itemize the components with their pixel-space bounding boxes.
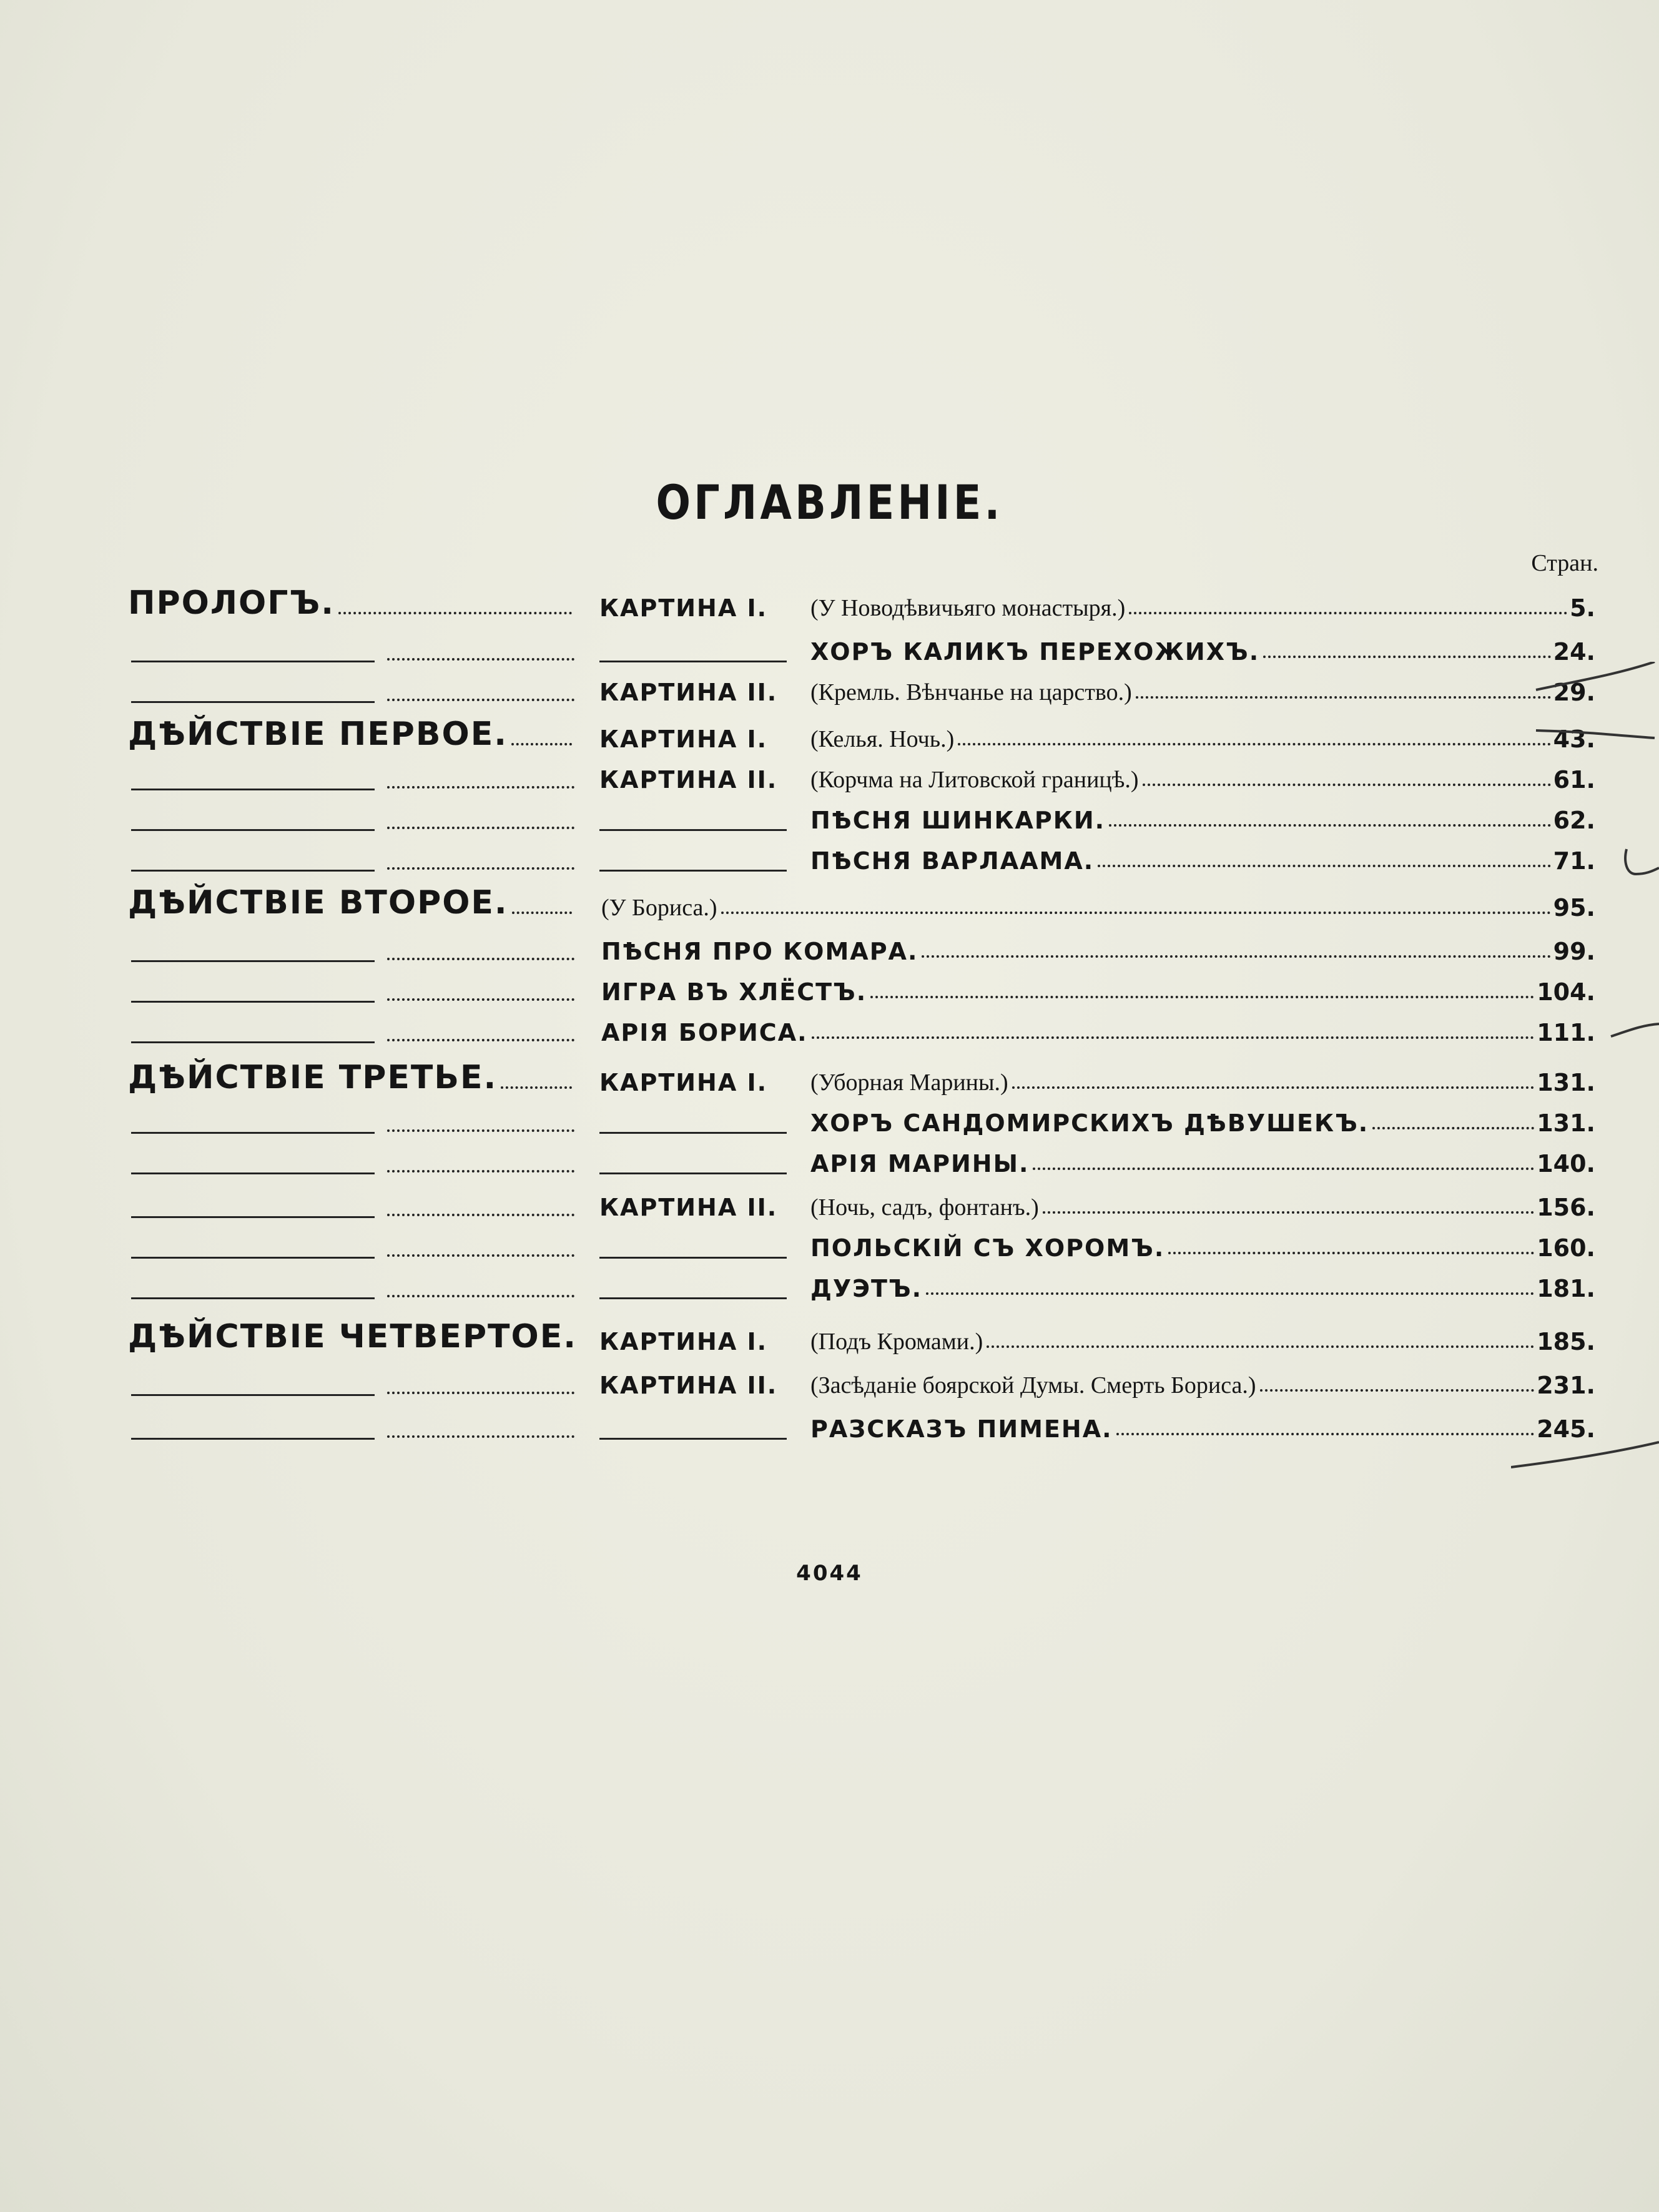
entry-title: ДУЭТЪ. (810, 1275, 923, 1302)
page-number: 95. (1553, 894, 1595, 922)
page-number: 160. (1537, 1234, 1595, 1262)
ditto-rule (599, 1438, 787, 1440)
leader-dots (387, 786, 574, 789)
leader-dots (1168, 1252, 1534, 1254)
leader-dots (501, 1086, 572, 1089)
leader-dots (870, 996, 1534, 998)
ditto-rule (599, 661, 787, 662)
ditto-rule (131, 1001, 375, 1003)
page-number: 140. (1537, 1150, 1595, 1177)
toc-row (0, 1314, 1659, 1355)
toc-row (0, 752, 1659, 794)
entry-title: ПѢСНЯ ПРО КОМАРА. (601, 938, 918, 965)
entry-title: ПѢСНЯ ШИНКАРКИ. (810, 807, 1106, 834)
act-title: ДѢЙСТВІЕ ПЕРВОЕ. (128, 715, 508, 753)
leader-dots (387, 1214, 574, 1216)
entry-title: (У Бориса.) (601, 895, 717, 921)
ditto-rule (599, 1172, 787, 1174)
entry-title: (Корчма на Литовской границѣ.) (810, 767, 1139, 793)
page-number: 181. (1537, 1275, 1595, 1302)
toc-row (0, 924, 1659, 965)
entry-title: (Засѣданіе боярской Думы. Смерть Бориса.) (810, 1372, 1256, 1398)
leader-dots (387, 658, 574, 661)
leader-dots (387, 699, 574, 701)
scene-label: КАРТИНА II. (599, 1194, 778, 1221)
scene-label: КАРТИНА I. (599, 1328, 768, 1355)
entry-title: (Подъ Кромами.) (810, 1329, 983, 1355)
entry-title: ИГРА ВЪ ХЛЁСТЪ. (601, 978, 867, 1006)
page-number: 185. (1537, 1328, 1595, 1355)
ditto-rule (131, 789, 375, 790)
page-number: 131. (1537, 1109, 1595, 1137)
toc-row (0, 1055, 1659, 1096)
entry-title: (Келья. Ночь.) (810, 726, 955, 752)
ditto-rule (131, 1438, 375, 1440)
page-number: 71. (1553, 847, 1595, 875)
leader-dots (387, 1295, 574, 1297)
scene-label: КАРТИНА II. (599, 1372, 778, 1399)
leader-dots (1372, 1127, 1534, 1129)
leader-dots (812, 1036, 1535, 1039)
entry-title: (Уборная Марины.) (810, 1069, 1008, 1096)
ditto-rule (599, 1297, 787, 1299)
ditto-rule (599, 1132, 787, 1134)
page-number: 131. (1537, 1069, 1595, 1096)
leader-dots (1109, 824, 1551, 827)
scene-label: КАРТИНА I. (599, 1069, 768, 1096)
pages-column-header: Стран. (1531, 550, 1598, 576)
scene-label: КАРТИНА II. (599, 766, 778, 794)
ditto-rule (131, 960, 375, 962)
leader-dots (338, 612, 572, 614)
entry-title: РАЗСКАЗЪ ПИМЕНА. (810, 1415, 1113, 1443)
act-title: ДѢЙСТВІЕ ЧЕТВЕРТОЕ. (128, 1318, 578, 1355)
ditto-rule (599, 1257, 787, 1259)
page-number: 231. (1537, 1372, 1595, 1399)
leader-dots (1129, 612, 1567, 614)
ditto-rule (599, 829, 787, 831)
leader-dots (1043, 1211, 1534, 1214)
entry-title: ХОРЪ КАЛИКЪ ПЕРЕХОЖИХЪ. (810, 638, 1260, 666)
ditto-rule (131, 1297, 375, 1299)
leader-dots (387, 1435, 574, 1438)
entry-title: (У Новодѣвичьяго монастыря.) (810, 595, 1126, 621)
scene-label: КАРТИНА I. (599, 725, 768, 753)
toc-row (0, 581, 1659, 622)
toc-row (0, 1402, 1659, 1443)
leader-dots (926, 1292, 1534, 1295)
leader-dots (1143, 784, 1551, 786)
page-number: 245. (1537, 1415, 1595, 1443)
page-number: 29. (1553, 679, 1595, 706)
leader-dots (387, 958, 574, 960)
page-number: 62. (1553, 807, 1595, 834)
ditto-rule (131, 661, 375, 662)
leader-dots (1033, 1167, 1534, 1170)
toc-row (0, 1096, 1659, 1137)
page-number: 5. (1570, 594, 1595, 622)
leader-dots (387, 867, 574, 870)
toc-row (0, 1180, 1659, 1221)
page-number: 61. (1553, 766, 1595, 794)
leader-dots (922, 955, 1550, 958)
page-number: 156. (1537, 1194, 1595, 1221)
leader-dots (1098, 865, 1550, 867)
page-number: 99. (1553, 938, 1595, 965)
toc-row (0, 965, 1659, 1006)
entry-title: АРІЯ МАРИНЫ. (810, 1150, 1030, 1177)
toc-row (0, 1261, 1659, 1302)
scene-label: КАРТИНА II. (599, 679, 778, 706)
leader-dots (958, 743, 1550, 745)
toc-row (0, 880, 1659, 922)
act-title: ДѢЙСТВІЕ ВТОРОЕ. (128, 884, 508, 922)
page-footer-number: 4044 (796, 1561, 863, 1586)
entry-title: ПѢСНЯ ВАРЛААМА. (810, 847, 1095, 875)
scene-label: КАРТИНА I. (599, 594, 768, 622)
entry-title: (Кремль. Вѣнчанье на царство.) (810, 679, 1132, 705)
leader-dots (512, 912, 572, 914)
leader-dots (1116, 1433, 1535, 1435)
page-number: 43. (1553, 725, 1595, 753)
ditto-rule (131, 1394, 375, 1396)
toc-row (0, 712, 1659, 753)
act-title: ДѢЙСТВІЕ ТРЕТЬЕ. (128, 1059, 498, 1096)
ditto-rule (131, 1172, 375, 1174)
toc-row (0, 624, 1659, 666)
entry-title: ХОРЪ САНДОМИРСКИХЪ ДѢВУШЕКЪ. (810, 1109, 1369, 1137)
leader-dots (387, 827, 574, 829)
ditto-rule (131, 870, 375, 872)
leader-dots (387, 1129, 574, 1132)
leader-dots (387, 1392, 574, 1394)
leader-dots (1260, 1389, 1535, 1392)
toc-row (0, 1136, 1659, 1177)
ditto-rule (131, 1257, 375, 1259)
toc-row (0, 665, 1659, 706)
toc-row (0, 1005, 1659, 1046)
ditto-rule (131, 829, 375, 831)
ditto-rule (599, 870, 787, 872)
leader-dots (387, 1039, 574, 1041)
entry-title: (Ночь, садъ, фонтанъ.) (810, 1194, 1039, 1221)
ditto-rule (131, 1216, 375, 1218)
page-number: 111. (1537, 1019, 1595, 1046)
page-number: 24. (1553, 638, 1595, 666)
ditto-rule (131, 1132, 375, 1134)
leader-dots (1263, 656, 1551, 658)
page-title: ОГЛАВЛЕНІЕ. (656, 474, 1003, 530)
ditto-rule (131, 1041, 375, 1043)
toc-row (0, 1221, 1659, 1262)
page-number: 104. (1537, 978, 1595, 1006)
toc-row (0, 1358, 1659, 1399)
entry-title: АРІЯ БОРИСА. (601, 1019, 808, 1046)
act-title: ПРОЛОГЪ. (128, 584, 335, 622)
toc-row (0, 833, 1659, 875)
toc-row (0, 793, 1659, 834)
leader-dots (387, 1170, 574, 1172)
entry-title: ПОЛЬСКІЙ СЪ ХОРОМЪ. (810, 1234, 1165, 1262)
leader-dots (721, 912, 1551, 914)
leader-dots (1136, 696, 1551, 699)
leader-dots (1012, 1086, 1535, 1089)
leader-dots (511, 743, 572, 745)
leader-dots (987, 1345, 1534, 1348)
pencil-mark-icon (1511, 662, 1659, 1486)
leader-dots (387, 998, 574, 1001)
leader-dots (387, 1254, 574, 1257)
ditto-rule (131, 701, 375, 703)
